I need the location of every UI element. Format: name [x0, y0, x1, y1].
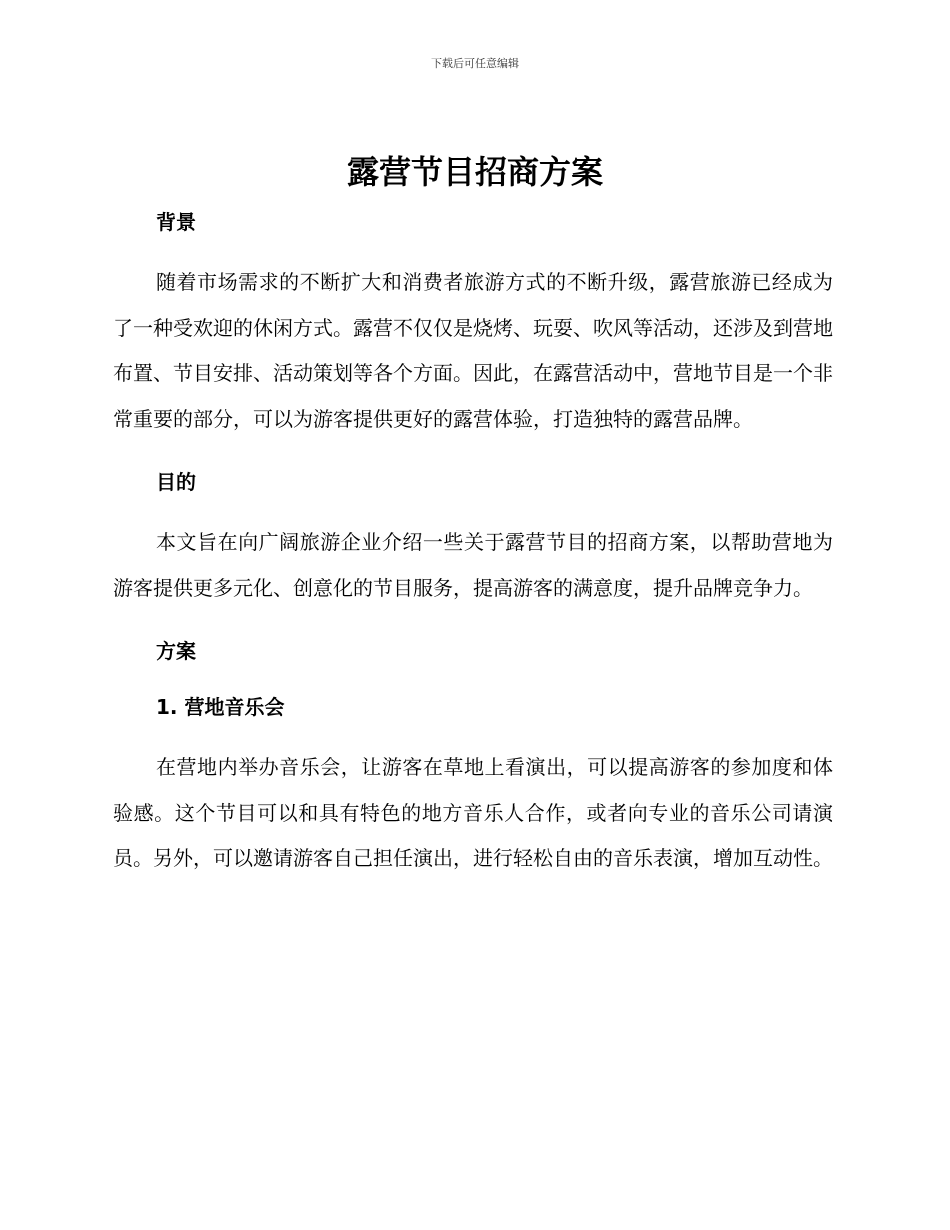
spacer: [113, 442, 833, 464]
spacer: [113, 500, 833, 520]
header-note: 下载后可任意编辑: [431, 57, 519, 70]
section-heading-purpose: 目的: [156, 470, 196, 494]
paragraph-purpose: 本文旨在向广阔旅游企业介绍一些关于露营节目的招商方案，以帮助营地为游客提供更多元化、创意化的节目服务，提高游客的满意度，提升品牌竞争力。: [113, 530, 833, 600]
subsection-heading-music: 1. 营地音乐会: [156, 695, 285, 719]
spacer: [113, 240, 833, 260]
paragraph-background: 随着市场需求的不断扩大和消费者旅游方式的不断升级，露营旅游已经成为了一种受欢迎的休闲方式。露营不仅仅是烧烤、玩耍、吹风等活动，还涉及到营地布置、节目安排、活动策划等各个方面。因此，在露营活动中，营地节目是一个非常重要的部分，可以为游客提供更好的露营体验，打造独特的露营品牌。: [113, 270, 833, 431]
spacer: [113, 725, 833, 745]
document-body: [113, 204, 833, 882]
paragraph-music: 在营地内举办音乐会，让游客在草地上看演出，可以提高游客的参加度和体验感。这个节目可以和具有特色的地方音乐人合作，或者向专业的音乐公司请演员。另外，可以邀请游客自己担任演出，进行轻松自由的音乐表演，增加互动性。: [113, 755, 833, 870]
document-title: 露营节目招商方案: [346, 153, 603, 191]
spacer: [113, 669, 833, 689]
section-heading-plan: 方案: [156, 639, 196, 663]
spacer: [113, 611, 833, 633]
section-heading-background: 背景: [156, 210, 196, 234]
